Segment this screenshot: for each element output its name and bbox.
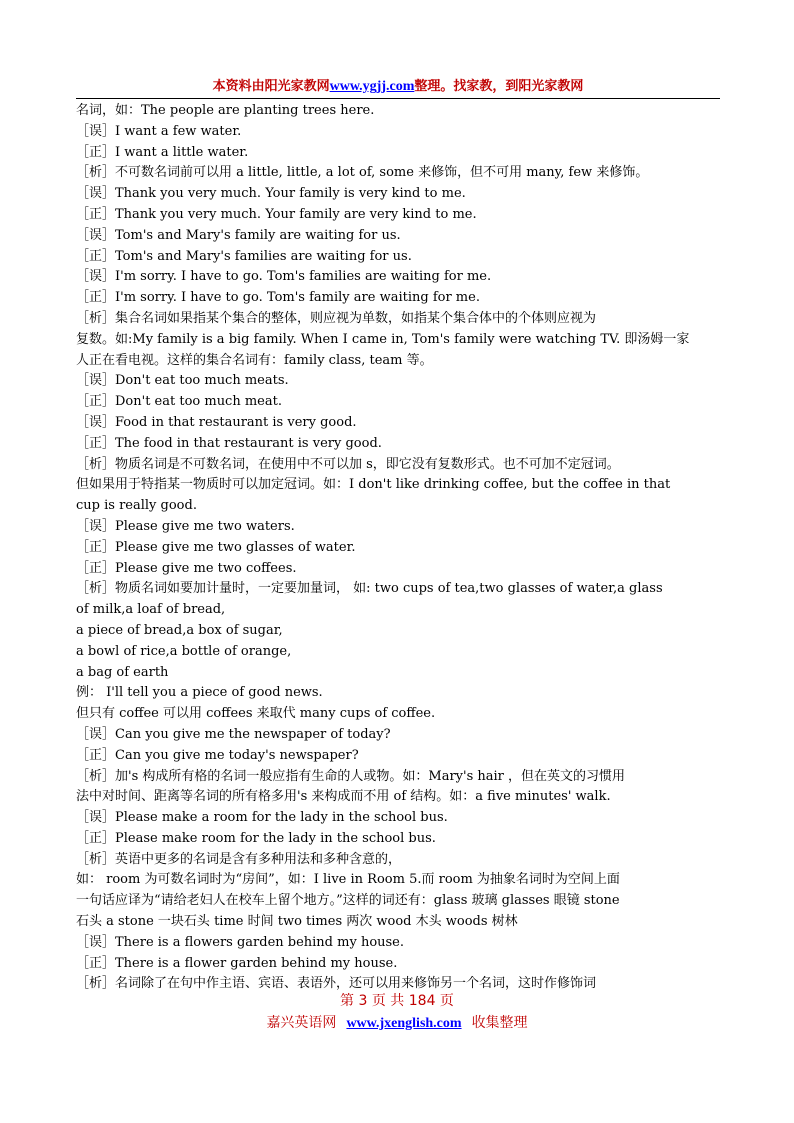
text-line: cup is really good. — [76, 498, 197, 514]
text-line: ［正］There is a flower garden behind my house. — [76, 955, 398, 971]
text-line: ［误］Can you give me the newspaper of today? — [76, 726, 391, 742]
page-number: 第 3 页 共 184 页 — [340, 993, 454, 1009]
document-body — [76, 101, 722, 995]
text-line: ［正］The food in that restaurant is very good. — [76, 435, 382, 451]
text-line: ［析］物质名词是不可数名词，在使用中不可以加 s，即它没有复数形式。也不可加不定冠词。 — [76, 456, 620, 472]
text-line: ［误］Food in that restaurant is very good. — [76, 414, 357, 430]
text-line: ［析］名词除了在句中作主语、宾语、表语外，还可以用来修饰另一个名词，这时作修饰词 — [76, 976, 597, 992]
text-line: ［析］不可数名词前可以用 a little, little, a lot of, some 来修饰，但不可用 many, few 来修饰。 — [76, 165, 649, 181]
text-line: 如： room 为可数名词时为“房间”，如：I live in Room 5.而 room 为抽象名词时为空间上面 — [76, 872, 620, 888]
text-line: ［误］I want a few water. — [76, 123, 242, 139]
text-line: ［析］集合名词如果指某个集合的整体，则应视为单数，如指某个集合体中的个体则应视为 — [76, 310, 597, 326]
header-suffix: 整理。找家教，到阳光家教网 — [414, 79, 584, 94]
text-line: ［正］Please give me two coffees. — [76, 560, 297, 576]
header-website-link[interactable]: www.ygjj.com — [329, 79, 415, 94]
text-line: 复数。如:My family is a big family. When I came in, Tom's family were watching TV. 即汤姆一家 — [76, 331, 690, 347]
text-line: of milk,a loaf of bread, — [76, 602, 226, 618]
text-line: ［误］There is a flowers garden behind my house. — [76, 934, 405, 950]
text-line: ［析］英语中更多的名词是含有多种用法和多种含意的， — [76, 851, 402, 867]
text-line: ［正］I want a little water. — [76, 144, 249, 160]
footer-source-prefix: 嘉兴英语网 — [266, 1015, 337, 1031]
header-prefix: 本资料由阳光家教网 — [212, 79, 330, 94]
text-line: ［误］I'm sorry. I have to go. Tom's families are waiting for me. — [76, 269, 492, 285]
footer-source-suffix: 收集整理 — [471, 1015, 528, 1031]
text-line: ［误］Please give me two waters. — [76, 518, 295, 534]
text-line: a bowl of rice,a bottle of orange, — [76, 643, 292, 659]
text-line: ［正］Thank you very much. Your family are very kind to me. — [76, 206, 477, 222]
text-line: 名词，如：The people are planting trees here. — [76, 103, 375, 118]
text-line: ［误］Thank you very much. Your family is very kind to me. — [76, 186, 466, 202]
text-line: 人正在看电视。这样的集合名词有：family class, team 等。 — [76, 352, 433, 368]
text-line: ［正］Please make room for the lady in the school bus. — [76, 830, 436, 846]
page-footer-source — [0, 1012, 794, 1032]
text-line: ［正］Tom's and Mary's families are waiting for us. — [76, 248, 412, 264]
text-line: ［正］I'm sorry. I have to go. Tom's family are waiting for me. — [76, 290, 480, 306]
text-line: ［误］Don't eat too much meats. — [76, 373, 289, 389]
text-line: ［误］Tom's and Mary's family are waiting for us. — [76, 227, 401, 243]
text-line: ［析］物质名词如要加计量时，一定要加量词， 如: two cups of tea,two glasses of water,a glass — [76, 581, 663, 597]
text-line: ［正］Don't eat too much meat. — [76, 394, 282, 410]
text-line: 但只有 coffee 可以用 coffees 来取代 many cups of coffee. — [76, 706, 436, 722]
text-line: 石头 a stone 一块石头 time 时间 two times 两次 wood 木头 woods 树林 — [76, 914, 518, 930]
text-line: a piece of bread,a box of sugar, — [76, 622, 283, 638]
text-line: 但如果用于特指某一物质时可以加定冠词。如：I don't like drinking coffee, but the coffee in that — [76, 477, 671, 493]
footer-website-link[interactable]: www.jxenglish.com — [346, 1016, 462, 1031]
text-line: ［误］Please make a room for the lady in the school bus. — [76, 810, 448, 826]
text-line: 一句话应译为“请给老妇人在校车上留个地方。”这样的词还有：glass 玻璃 glasses 眼镜 stone — [76, 893, 620, 909]
text-line: ［正］Please give me two glasses of water. — [76, 539, 356, 555]
text-line: ［正］Can you give me today's newspaper? — [76, 747, 359, 763]
text-line: 法中对时间、距离等名词的所有格多用's 来构成而不用 of 结构。如：a five minutes' walk. — [76, 789, 611, 805]
page-header — [76, 78, 720, 99]
text-line: 例： I'll tell you a piece of good news. — [76, 685, 323, 701]
text-line: a bag of earth — [76, 664, 169, 680]
text-line: ［析］加's 构成所有格的名词一般应指有生命的人或物。如：Mary's hair ，但在英文的习惯用 — [76, 768, 626, 784]
